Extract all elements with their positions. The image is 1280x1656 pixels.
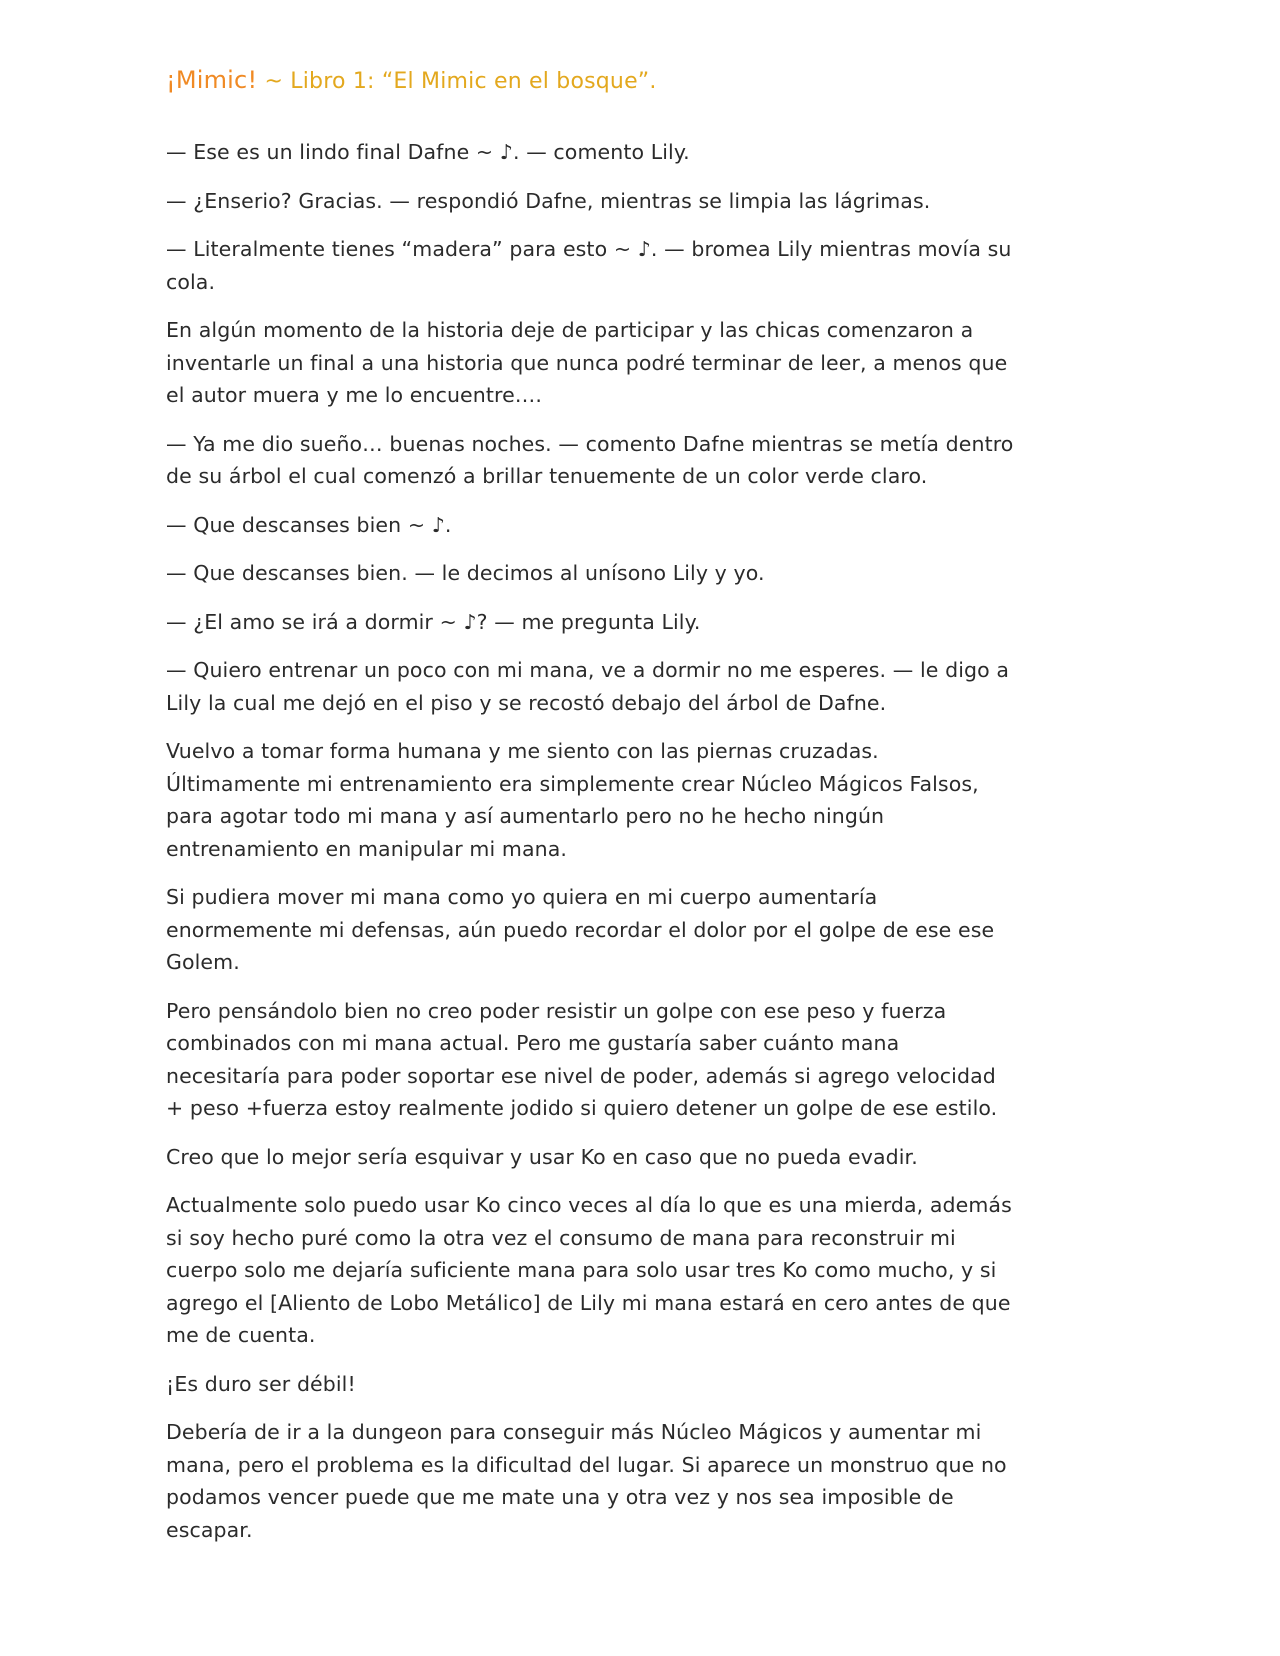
paragraph: Pero pensándolo bien no creo poder resistir un golpe con ese peso y fuerza combinados con mi mana actual. Pero me gustaría saber cuánto mana necesitaría para poder soportar ese nivel de poder, además si agrego velocidad + peso +fuerza estoy realmente jodido si quiero detener un golpe de ese estilo.: [166, 998, 998, 1120]
paragraph: — Que descanses bien ~ ♪.: [166, 512, 452, 537]
paragraph: ¡Es duro ser débil!: [166, 1371, 356, 1396]
book-title: ~ Libro 1: “El Mimic en el bosque”.: [257, 69, 657, 94]
paragraph: Vuelvo a tomar forma humana y me siento con las piernas cruzadas. Últimamente mi entrenamiento era simplemente crear Núcleo Mágicos Falsos, para agotar todo mi mana y así aumentarlo pero no he hecho ningún entrenamiento en manipular mi mana.: [166, 739, 979, 861]
page-header: [166, 66, 657, 94]
paragraph: — Literalmente tienes “madera” para esto ~ ♪. — bromea Lily mientras movía su cola.: [166, 237, 1012, 294]
paragraph: — Quiero entrenar un poco con mi mana, ve a dormir no me esperes. — le digo a Lily la cual me dejó en el piso y se recostó debajo del árbol de Dafne.: [166, 658, 1010, 715]
paragraph: — Que descanses bien. — le decimos al unísono Lily y yo.: [166, 561, 765, 585]
paragraph: Si pudiera mover mi mana como yo quiera en mi cuerpo aumentaría enormemente mi defensas, aún puedo recordar el dolor por el golpe de ese ese Golem.: [166, 885, 995, 974]
paragraph: — ¿Enserio? Gracias. — respondió Dafne, mientras se limpia las lágrimas.: [166, 188, 931, 213]
paragraph: Creo que lo mejor sería esquivar y usar Ko en caso que no pueda evadir.: [166, 1144, 918, 1169]
paragraph: Debería de ir a la dungeon para conseguir más Núcleo Mágicos y aumentar mi mana, pero el problema es la dificultad del lugar. Si aparece un monstruo que no podamos vencer puede que me mate una y otra vez y nos sea imposible de escapar.: [166, 1420, 1007, 1542]
paragraph: — ¿El amo se irá a dormir ~ ♪? — me pregunta Lily.: [166, 609, 701, 634]
paragraph: En algún momento de la historia deje de participar y las chicas comenzaron a inventarle un final a una historia que nunca podré terminar de leer, a menos que el autor muera y me lo encuentre….: [166, 318, 1008, 407]
series-title: ¡Mimic!: [166, 66, 258, 94]
paragraph: Actualmente solo puedo usar Ko cinco veces al día lo que es una mierda, además si soy hecho puré como la otra vez el consumo de mana para reconstruir mi cuerpo solo me dejaría suficiente mana para solo usar tres Ko como mucho, y si agrego el [Aliento de Lobo Metálico] de Lily mi mana estará en cero antes de que me de cuenta.: [166, 1193, 1012, 1347]
paragraph: — Ese es un lindo final Dafne ~ ♪. — comento Lily.: [166, 140, 690, 164]
paragraph: — Ya me dio sueño… buenas noches. — comento Dafne mientras se metía dentro de su árbol el cual comenzó a brillar tenuemente de un color verde claro.: [166, 431, 1014, 488]
document-body: [166, 136, 1016, 1562]
